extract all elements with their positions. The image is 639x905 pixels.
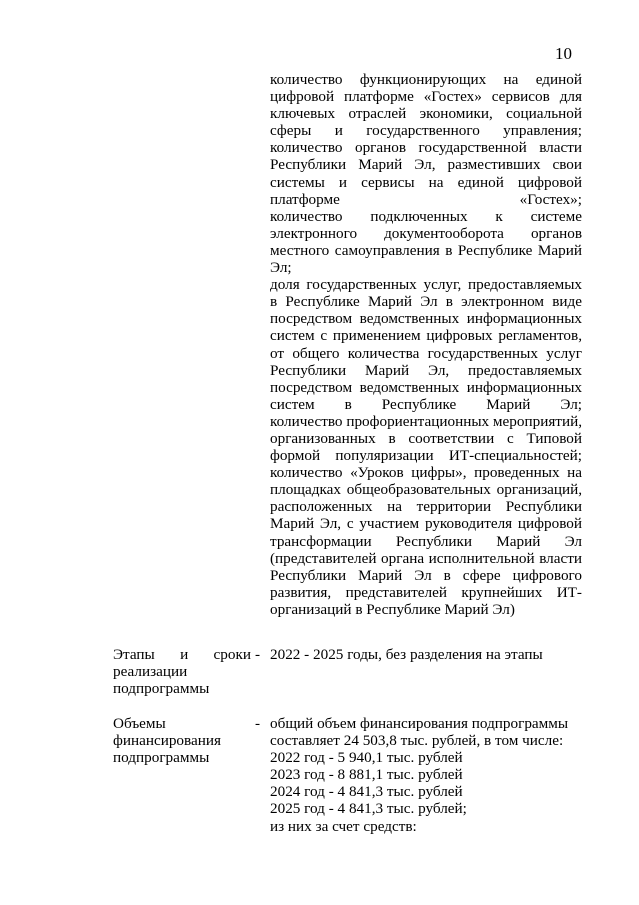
indicator-item: доля государственных услуг, предоставляемых в Республике Марий Эл в электронном виде посредством ведомственных информационных систем с применением цифровых регламентов, от общего количества государственных услуг Республики Марий Эл, предоставляемых посредством ведомственных информационных систем в Республике Марий Эл; [270, 276, 582, 413]
indicator-item: количество подключенных к системе электронного документооборота органов местного самоуправления в Республике Марий Эл; [270, 207, 582, 277]
funding-label-line: Объемы [113, 715, 166, 732]
funding-label-line: подпрограммы [113, 749, 210, 767]
funding-line: из них за счет средств: [270, 817, 417, 835]
stages-label-line: подпрограммы [113, 680, 210, 698]
funding-line: 2022 год - 5 940,1 тыс. рублей [270, 749, 463, 767]
funding-dash: - [255, 715, 261, 732]
stages-dash: - [255, 646, 261, 663]
stages-label-line: Этапы и сроки [113, 646, 251, 663]
stages-label-line: реализации [113, 663, 188, 681]
stages-value [270, 646, 582, 663]
funding-line: общий объем финансирования подпрограммы [270, 715, 569, 732]
funding-value [270, 715, 582, 835]
funding-line: 2023 год - 8 881,1 тыс. рублей [270, 766, 463, 784]
indicator-item: количество органов государственной власти Республики Марий Эл, разместивших свои системы и сервисы на единой цифровой платформе «Гостех»; [270, 139, 582, 208]
funding-line: 2024 год - 4 841,3 тыс. рублей [270, 783, 463, 801]
stages-value-line: 2022 - 2025 годы, без разделения на этапы [270, 646, 543, 663]
funding-line: 2025 год - 4 841,3 тыс. рублей; [270, 800, 467, 818]
page-number: 10 [555, 44, 572, 63]
funding-line: составляет 24 503,8 тыс. рублей, в том числе: [270, 732, 564, 750]
indicator-item: количество профориентационных мероприятий, организованных в соответствии с Типовой формой популяризации ИТ-специальностей; [270, 412, 582, 465]
stages-label [113, 646, 263, 697]
funding-label-line: финансирования [113, 732, 221, 750]
indicator-item: количество функционирующих на единой цифровой платформе «Гостех» сервисов для ключевых отраслей экономики, социальной сферы и государственного управления; [270, 71, 582, 140]
funding-label [113, 715, 263, 766]
indicators-block [270, 71, 582, 618]
indicator-item: количество «Уроков цифры», проведенных на площадках общеобразовательных организаций, расположенных на территории Республики Марий Эл, с участием руководителя цифровой трансформации Республики Марий Эл (представителей органа исполнительной власти Республики Марий Эл в сфере цифрового развития, представителей крупнейших ИТ-организаций в Республике Марий Эл) [270, 464, 582, 618]
